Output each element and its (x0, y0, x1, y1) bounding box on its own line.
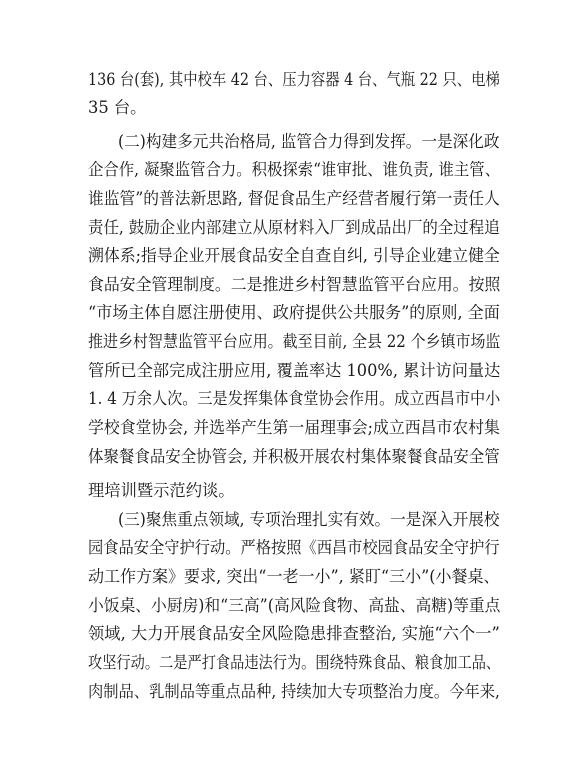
text-line: 园食品安全守护行动。严格按照《西昌市校园食品安全守护行 (88, 538, 500, 557)
text-line: 肉制品、乳制品等重点品种, 持续加大专项整治力度。今年来, (88, 682, 500, 701)
text-line: 食品安全管理制度。二是推进乡村智慧监管平台应用。按照 (88, 275, 501, 294)
text-line: 领域, 大力开展食品安全风险隐患排查整治, 实施“六个一” (88, 624, 500, 643)
text-line: 小饭桌、小厨房)和“三高”(高风险食物、高盐、高糖)等重点 (88, 596, 501, 615)
text-line: 谁监管”的普法新思路, 督促食品生产经营者履行第一责任人 (88, 189, 500, 208)
text-line: 136 台(套), 其中校车 42 台、压力容器 4 台、气瓶 22 只、电梯 (88, 70, 500, 89)
text-line: 攻坚行动。二是严打食品违法行为。围绕特殊食品、粮食加工品、 (88, 653, 501, 672)
text-line: 学校食堂协会, 并选举产生第一届理事会;成立西昌市农村集 (88, 418, 500, 437)
text-line: 动工作方案》要求, 突出“一老一小”, 紧盯“三小”(小餐桌、 (88, 567, 500, 586)
text-line: 推进乡村智慧监管平台应用。截至目前, 全县 22 个乡镇市场监 (88, 332, 501, 351)
text-line: 理培训暨示范约谈。 (88, 481, 235, 500)
text-line: 体聚餐食品安全协管会, 并积极开展农村集体聚餐食品安全管 (88, 447, 500, 466)
text-line: 企合作, 凝聚监管合力。积极探索“谁审批、谁负责, 谁主管、 (88, 160, 501, 179)
text-line: 责任, 鼓励企业内部建立从原材料入厂到成品出厂的全过程追 (88, 218, 500, 237)
text-line: 1. 4 万余人次。三是发挥集体食堂协会作用。成立西昌市中小 (88, 389, 501, 408)
text-line: 管所已全部完成注册应用, 覆盖率达 100%, 累计访问量达 (88, 361, 501, 380)
text-line: “市场主体自愿注册使用、政府提供公共服务”的原则, 全面 (88, 303, 500, 322)
paragraph-start-line: (三)聚焦重点领域, 专项治理扎实有效。一是深入开展校 (118, 510, 500, 529)
text-line: 35 台。 (88, 98, 147, 117)
text-line: 溯体系;指导企业开展食品安全自查自纠, 引导企业建立健全 (88, 246, 500, 265)
paragraph-start-line: (二)构建多元共治格局, 监管合力得到发挥。一是深化政 (118, 132, 500, 151)
